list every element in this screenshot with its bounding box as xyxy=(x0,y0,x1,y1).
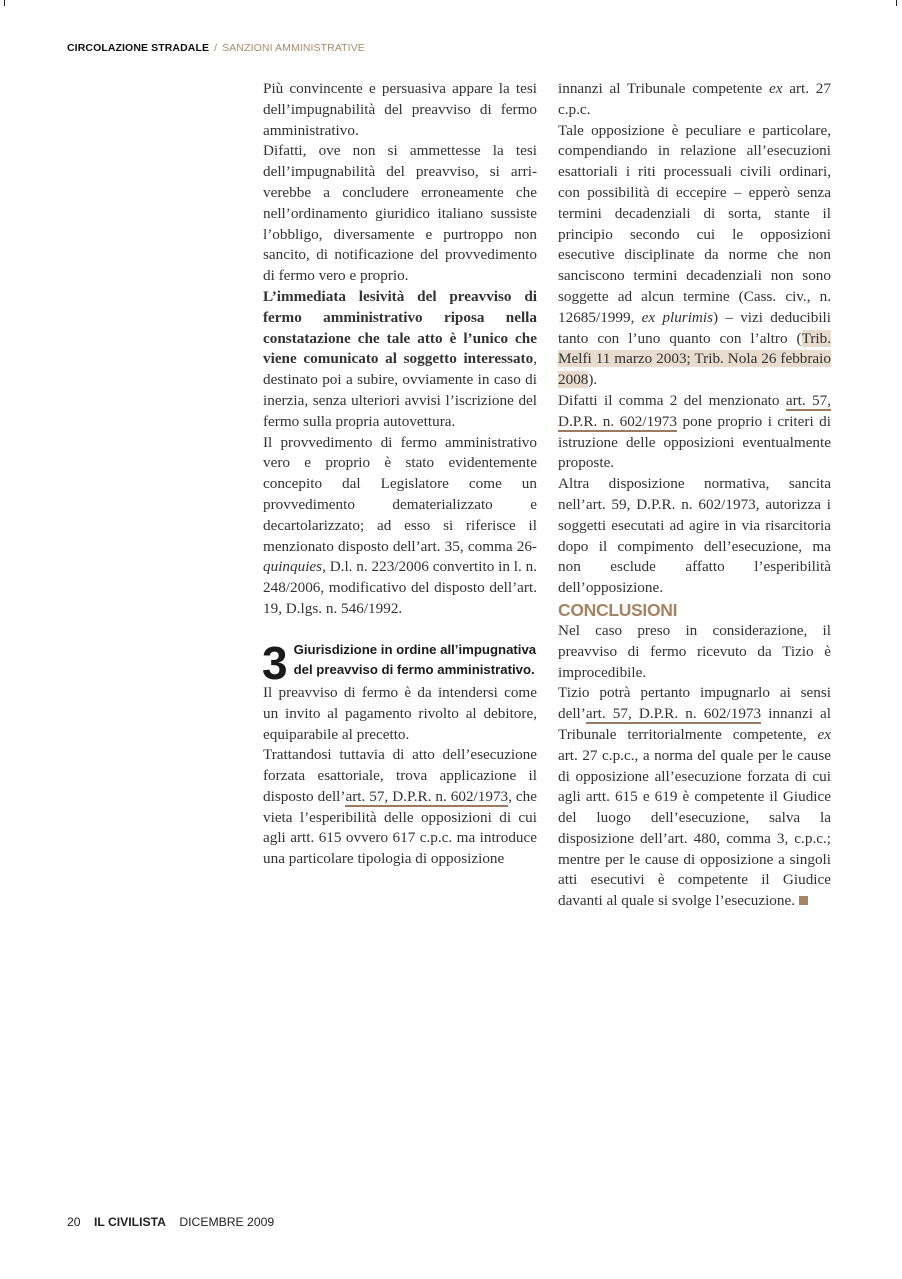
text-column-right xyxy=(558,79,831,912)
paragraph: Difatti, ove non si ammettesse la tesi dell’impugnabilità del preavviso, si arriverebbe a concludere erroneamente che nell’ordinamento giuridico italiano sussiste l’obbligo, diversamente e purtroppo non sancito, di notificazione del provvedimento di fermo vero e proprio. xyxy=(263,142,537,285)
section-number: 3 xyxy=(262,636,288,689)
paragraph-text: Trattandosi tuttavia di atto dell’esecuzione forzata esattoriale, trova applicazione il disposto dell’ xyxy=(263,746,537,805)
paragraph: Più convincente e persuasiva appare la tesi dell’impugnabilità del preavviso di fermo amministrativo. xyxy=(263,80,537,139)
italic-text: ex xyxy=(768,80,783,97)
text-column-left xyxy=(263,79,537,870)
emphasis-text: L’immediata lesività del preavviso di fermo amministrativo riposa nella constatazione che tale atto è l’unico che viene comunicato al soggetto interessato xyxy=(263,287,537,368)
paragraph-text: Il provvedimento di fermo amministrativo vero e proprio è stato evidentemente concepito dal Legislatore come un provvedimento dematerializzato e decartolarizzato; ad esso si riferisce il menzionato disposto dell’art. 35, comma 26- xyxy=(263,433,537,555)
paragraph-text: Tizio potrà pertanto impugnarlo ai sensi dell’ xyxy=(558,684,831,723)
italic-text: quinquies xyxy=(263,558,323,576)
paragraph-text: ) – vizi deducibili tanto con l’uno quanto con l’altro ( xyxy=(558,308,831,347)
header-section: CIRCOLAZIONE STRADALE xyxy=(67,42,210,54)
paragraph-text: , che vieta l’esperibilità delle opposizioni di cui agli artt. 615 ovvero 617 c.p.c. ma introduce una particolare tipologia di opposizione xyxy=(263,787,538,868)
italic-text: ex xyxy=(817,725,831,743)
paragraph-text: innanzi al Tribunale competente xyxy=(558,80,769,97)
italic-text: ex plurimis xyxy=(641,308,714,326)
paragraph-text: , D.l. n. 223/2006 convertito in l. n. 248/2006, modificativo del disposto dell’art. 19, D.lgs. n. 546/1992. xyxy=(263,558,537,617)
paragraph-text: art. 27 c.p.c., a norma del quale per le cause di opposizione all’esecuzione forzata di cui agli artt. 615 e 619 è competente il Giudice del luogo dell’esecuzione, salva la disposizione dell’art. 480, comma 3, c.p.c.; mentre per le cause di opposizione a singoli atti esecutivi è competente il Giudice davanti al quale si svolge l’esecuzione. xyxy=(558,746,831,910)
header-subsection: SANZIONI AMMINISTRATIVE xyxy=(222,42,365,54)
crop-mark-left xyxy=(4,0,5,6)
paragraph: Altra disposizione normativa, sancita nell’art. 59, D.P.R. n. 602/1973, autorizza i soggetti esecutati ad agire in via risarcitoria dopo il compimento dell’esecuzione, ma non esclude affatto l’esperibilità dell’opposizione. xyxy=(558,475,831,597)
paragraph xyxy=(263,433,537,620)
highlighted-citation: Trib. Melfi 11 marzo 2003; Trib. Nola 26 febbraio 2008 xyxy=(558,329,831,389)
running-header xyxy=(67,42,365,54)
page-number: 20 xyxy=(67,1215,81,1229)
section-title: Giurisdizione in ordine all’impugnativa del preavviso di fermo amministrativo. xyxy=(293,641,537,678)
crop-mark-right xyxy=(896,0,897,6)
paragraph xyxy=(558,391,831,474)
paragraph: Il preavviso di fermo è da intendersi come un invito al pagamento rivolto al debitore, equiparabile al precetto. xyxy=(263,683,537,743)
law-reference-link[interactable]: art. 57, D.P.R. n. 602/1973 xyxy=(585,705,762,723)
paragraph-text: Difatti il comma 2 del menzionato xyxy=(558,391,786,409)
paragraph-text: pone proprio i criteri di istruzione delle opposizioni eventualmente proposte. xyxy=(558,412,831,472)
paragraph xyxy=(263,287,537,433)
paragraph xyxy=(558,79,831,121)
paragraph-text: art. 27 c.p.c. xyxy=(558,80,831,118)
paragraph: Nel caso preso in considerazione, il preavviso di fermo ricevuto da Tizio è improcedibile. xyxy=(558,621,831,681)
page-footer xyxy=(67,1215,274,1229)
law-reference-link[interactable]: art. 57, D.P.R. n. 602/1973 xyxy=(345,787,509,805)
magazine-name: IL CIVILISTA xyxy=(93,1215,166,1229)
end-of-article-square-icon xyxy=(799,896,808,905)
law-reference-link[interactable]: art. 57, D.P.R. n. 602/1973 xyxy=(558,391,831,430)
header-separator: / xyxy=(214,42,218,54)
section-heading xyxy=(262,636,537,689)
paragraph xyxy=(558,683,831,912)
paragraph-text: Tale opposizione è peculiare e particolare, compendiando in relazione all’esecuzioni esattoriali i riti processuali civili ordinari, con possibilità di eccepire – epperò senza termini decadenziali di sorta, stante il principio secondo cui le opposizioni esecutive disciplinate da norme che non sanciscono termini decadenziali non sono soggette ad alcun termine (Cass. civ., n. 12685/1999, xyxy=(558,121,831,326)
issue-date: DICEMBRE 2009 xyxy=(179,1215,275,1229)
paragraph-text: , destinato poi a subire, ovviamente in caso di inerzia, senza ulteriori avvisi l’iscrizione del fermo sulla propria autovettura. xyxy=(263,350,537,430)
paragraph-text: ). xyxy=(588,371,598,389)
paragraph-text: innanzi al Tribunale territorialmente competente, xyxy=(558,705,831,743)
conclusion-heading: CONCLUSIONI xyxy=(558,599,678,620)
paragraph xyxy=(263,745,537,870)
paragraph xyxy=(558,121,831,391)
